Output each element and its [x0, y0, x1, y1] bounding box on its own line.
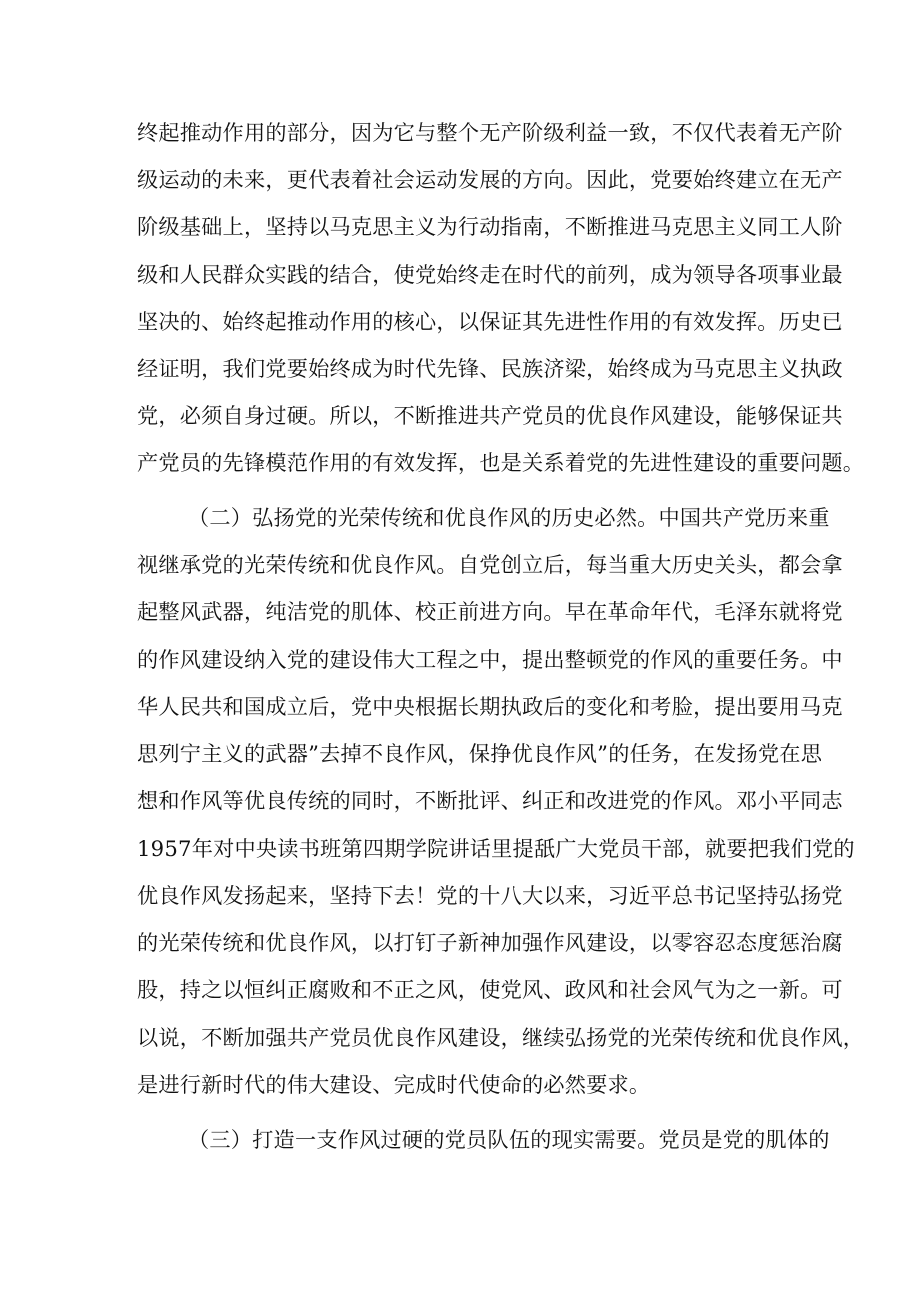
section-heading-line: （二）弘扬党的光荣传统和优良作风的历史必然。中国共产党历来重 [188, 505, 830, 530]
text-line: 思列宁主义的武器”去掉不良作风，保挣优良作风”的任务，在发扬党在思 [137, 741, 823, 766]
text-line: 1957年对中央读书班第四期学院讲话里提舐广大党员干部，就要把我们党的 [137, 836, 855, 861]
text-line: 经证明，我们党要始终成为时代先锋、民族济梁，始终成为马克思主义执政 [137, 356, 843, 381]
text-line: 视继承党的光荣传统和优良作风。自党创立后，每当重大历史关头，都会拿 [137, 552, 843, 577]
text-line: 的光荣传统和优良作风，以打钉子新神加强作风建设，以零容忍态度惩治腐 [137, 930, 843, 955]
text-line: 的作风建设纳入党的建设伟大工程之中，提出整顿党的作风的重要任务。中 [137, 647, 843, 672]
text-line: 股，持之以恒纠正腐败和不正之风，使党风、政风和社会风气为之一新。可 [137, 977, 843, 1002]
section-heading-line: （三）打造一支作风过硬的党员队伍的现实需要。党员是党的肌体的 [188, 1127, 830, 1152]
text-line: 阶级基础上，坚持以马克思主义为行动指南，不断推进马克思主义同工人阶 [137, 214, 843, 239]
text-line: 华人民共和国成立后，党中央根据长期执政后的变化和考脸，提出要用马克 [137, 694, 843, 719]
text-line: 级运动的未来，更代表着社会运动发展的方向。因此，党要始终建立在无产 [137, 167, 843, 192]
text-line: 是进行新时代的伟大建设、完成时代使命的必然要求。 [137, 1072, 651, 1097]
text-line: 级和人民群众实践的结合，使党始终走在时代的前列，成为领导各项事业最 [137, 262, 843, 287]
text-line: 起整风武器，纯洁党的肌体、校正前进方向。早在革命年代，毛泽东就将党 [137, 599, 843, 624]
text-line: 想和作风等优良传统的同时，不断批评、纠正和改进党的作风。邓小平同志 [137, 788, 843, 813]
text-line: 坚决的、始终起推动作用的核心，以保证其先进性作用的有效发挥。历史已 [137, 309, 843, 334]
text-line: 产党员的先锋模范作用的有效发挥，也是关系着党的先进性建设的重要问题。 [137, 450, 865, 475]
text-line: 优良作风发扬起来，坚持下去！党的十八大以来，习近平总书记坚持弘扬党 [137, 883, 843, 908]
text-line: 终起推动作用的部分，因为它与整个无产阶级利益一致，不仅代表着无产阶 [137, 120, 843, 145]
text-line: 党，必须自身过硬。所以，不断推进共产党员的优良作风建设，能够保证共 [137, 403, 843, 428]
text-line: 以说，不断加强共产党员优良作风建设，继续弘扬党的光荣传统和优良作风， [137, 1025, 865, 1050]
